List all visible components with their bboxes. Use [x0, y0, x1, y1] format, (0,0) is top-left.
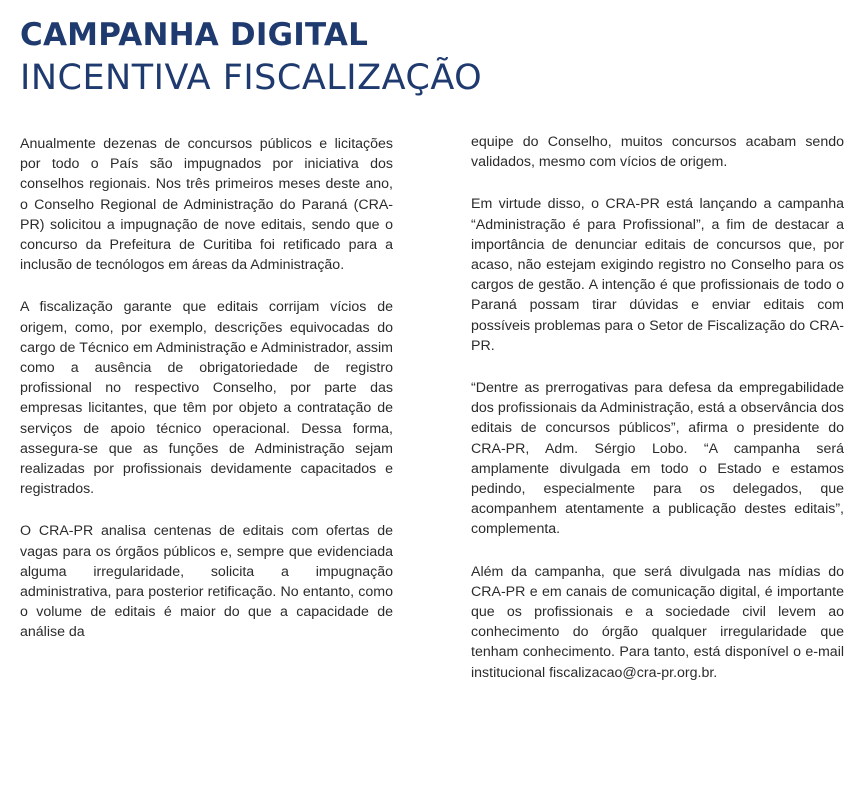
paragraph: Anualmente dezenas de concursos públicos e licitações por todo o País são impugnados por iniciativa dos conselhos regionais. Nos três primeiros meses deste ano, o Conselho Regional de Administração do Paraná (CRA-PR) solicitou a impugnação de nove editais, sendo que o concurso da Prefeitura de Curitiba foi retificado para a inclusão de tecnólogos em áreas da Administração. [20, 136, 393, 274]
paragraph: O CRA-PR analisa centenas de editais com ofertas de vagas para os órgãos públicos e, sempre que evidenciada alguma irregularidade, solicita a impugnação administrativa, para posterior retificação. No entanto, como o volume de editais é maior do que a capacidade de análise da [20, 523, 393, 641]
article-columns [20, 134, 844, 705]
right-column [471, 132, 844, 705]
paragraph: Além da campanha, que será divulgada nas mídias do CRA-PR e em canais de comunicação digital, é importante que os profissionais e a sociedade civil levem ao conhecimento do órgão qualquer irregularidade que tenham conhecimento. Para tanto, está disponível o e-mail institucional fiscalizacao@cra-pr.org.br. [471, 563, 844, 681]
paragraph: Em virtude disso, o CRA-PR está lançando a campanha “Administração é para Profissional”, a fim de destacar a importância de denunciar editais de concursos que, por acaso, não estejam exigindo registro no Conselho para os cargos de gestão. A intenção é que profissionais de todo o Paraná possam tirar dúvidas e enviar editais com possíveis problemas para o Setor de Fiscalização do CRA-PR. [471, 196, 844, 354]
headline-line-2: INCENTIVA FISCALIZAÇÃO [20, 58, 483, 98]
paragraph: equipe do Conselho, muitos concursos acabam sendo validados, mesmo com vícios de origem. [471, 134, 844, 171]
headline-line-1: CAMPANHA DIGITAL [20, 17, 369, 53]
article-headline [20, 14, 482, 100]
paragraph: A fiscalização garante que editais corrijam vícios de origem, como, por exemplo, descrições equivocadas do cargo de Técnico em Administração e Administrador, assim como a ausência de obrigatoriedade de registro profissional no respectivo Conselho, por parte das empresas licitantes, que têm por objeto a contratação de serviços de apoio técnico operacional. Dessa forma, assegura-se que as funções de Administração sejam realizadas por profissionais devidamente capacitados e registrados. [20, 299, 393, 498]
left-column [20, 134, 393, 705]
paragraph: “Dentre as prerrogativas para defesa da empregabilidade dos profissionais da Administração, está a observância dos editais de concursos públicos”, afirma o presidente do CRA-PR, Adm. Sérgio Lobo. “A campanha será amplamente divulgada em todo o Estado e estamos pedindo, especialmente para os delegados, que acompanhem atentamente a publicação destes editais”, complementa. [471, 380, 844, 538]
